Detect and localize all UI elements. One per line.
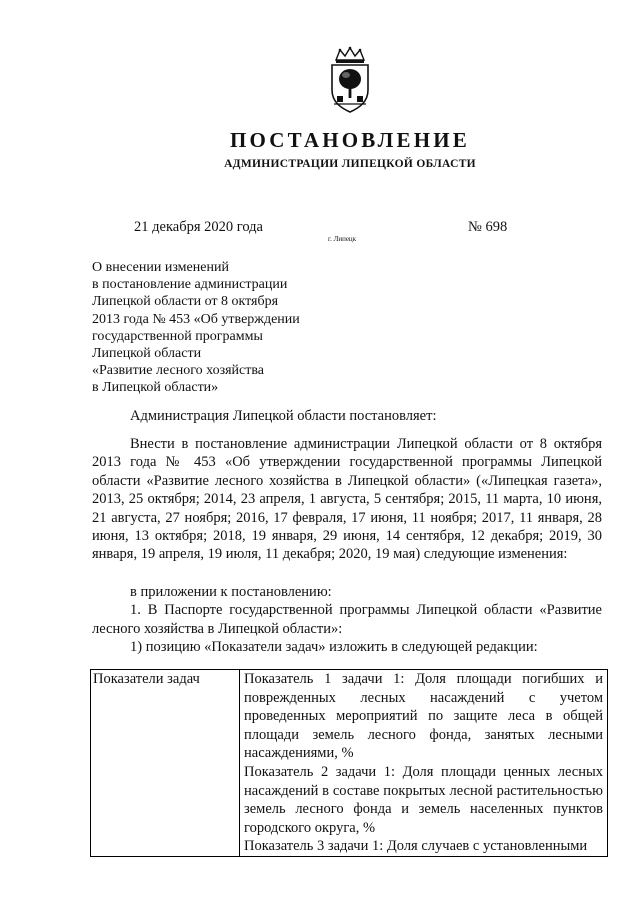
document-title: ПОСТАНОВЛЕНИЕ [229,128,471,152]
document-number: № 698 [468,219,508,235]
subject-line: в постановление администрации [92,277,288,293]
subject-line: Липецкой области от 8 октября [92,294,279,310]
indicators-table [90,669,608,857]
items-intro: в приложении к постановлению: [130,584,332,600]
coat-of-arms-icon [326,46,374,114]
subject-line: О внесении изменений [92,260,229,275]
document-city: г. Липецк [328,235,357,243]
indicator-text: Показатель 1 задачи 1: Доля площади погибших и поврежденных лесных насаждений с учетом проведенных мероприятий по защите леса в общей площади земель лесного фонда, занятых лесными насаждениями, % [244,671,603,762]
subject-line: «Развитие лесного хозяйства [92,363,265,379]
main-paragraph: Внести в постановление администрации Липецкой области от 8 октября 2013 года № 453 «Об утверждении государственной программы Липецкой области «Развитие лесного хозяйства в Липецкой области» («Липецкая газета», 2013, 25 октября; 2014, 23 апреля, 1 августа, 5 сентября; 2015, 11 марта, 10 июня, 21 августа, 27 ноября; 2016, 17 февраля, 17 июня, 11 ноября; 2017, 11 января, 28 июня, 13 октября; 2018, 19 января, 29 июня, 14 сентября, 12 декабря; 2019, 30 января, 19 апреля, 19 июля, 11 декабря; 2020, 19 мая) следующие изменения: [92,436,602,563]
main-paragraph-block [92,435,602,564]
amendment-items [92,583,602,657]
document-subtitle: АДМИНИСТРАЦИИ ЛИПЕЦКОЙ ОБЛАСТИ [224,158,476,170]
table-row [91,670,608,857]
subject-line: Липецкой области [92,346,202,362]
subject-line: государственной программы [92,328,263,344]
indicator-text: Показатель 2 задачи 1: Доля площади ценных лесных насаждений в составе покрытых лесной растительностью земель лесного фонда и земель населенных пунктов городского округа, % [244,763,603,836]
table-content-cell [240,670,608,857]
document-date: 21 декабря 2020 года [134,219,263,235]
table-label-cell: Показатели задач [91,670,240,857]
subject-line: 2013 года № 453 «Об утверждении [92,311,300,327]
item-1: 1. В Паспорте государственной программы Липецкой области «Развитие лесного хозяйства в Липецкой области»: [92,602,602,637]
document-subject [92,259,352,397]
subject-line: в Липецкой области» [92,380,219,396]
decree-line: Администрация Липецкой области постановляет: [130,408,437,424]
decree-statement [92,407,602,425]
item-1-1: 1) позицию «Показатели задач» изложить в следующей редакции: [130,639,538,656]
indicator-text: Показатель 3 задачи 1: Доля случаев с установленными [244,838,588,855]
